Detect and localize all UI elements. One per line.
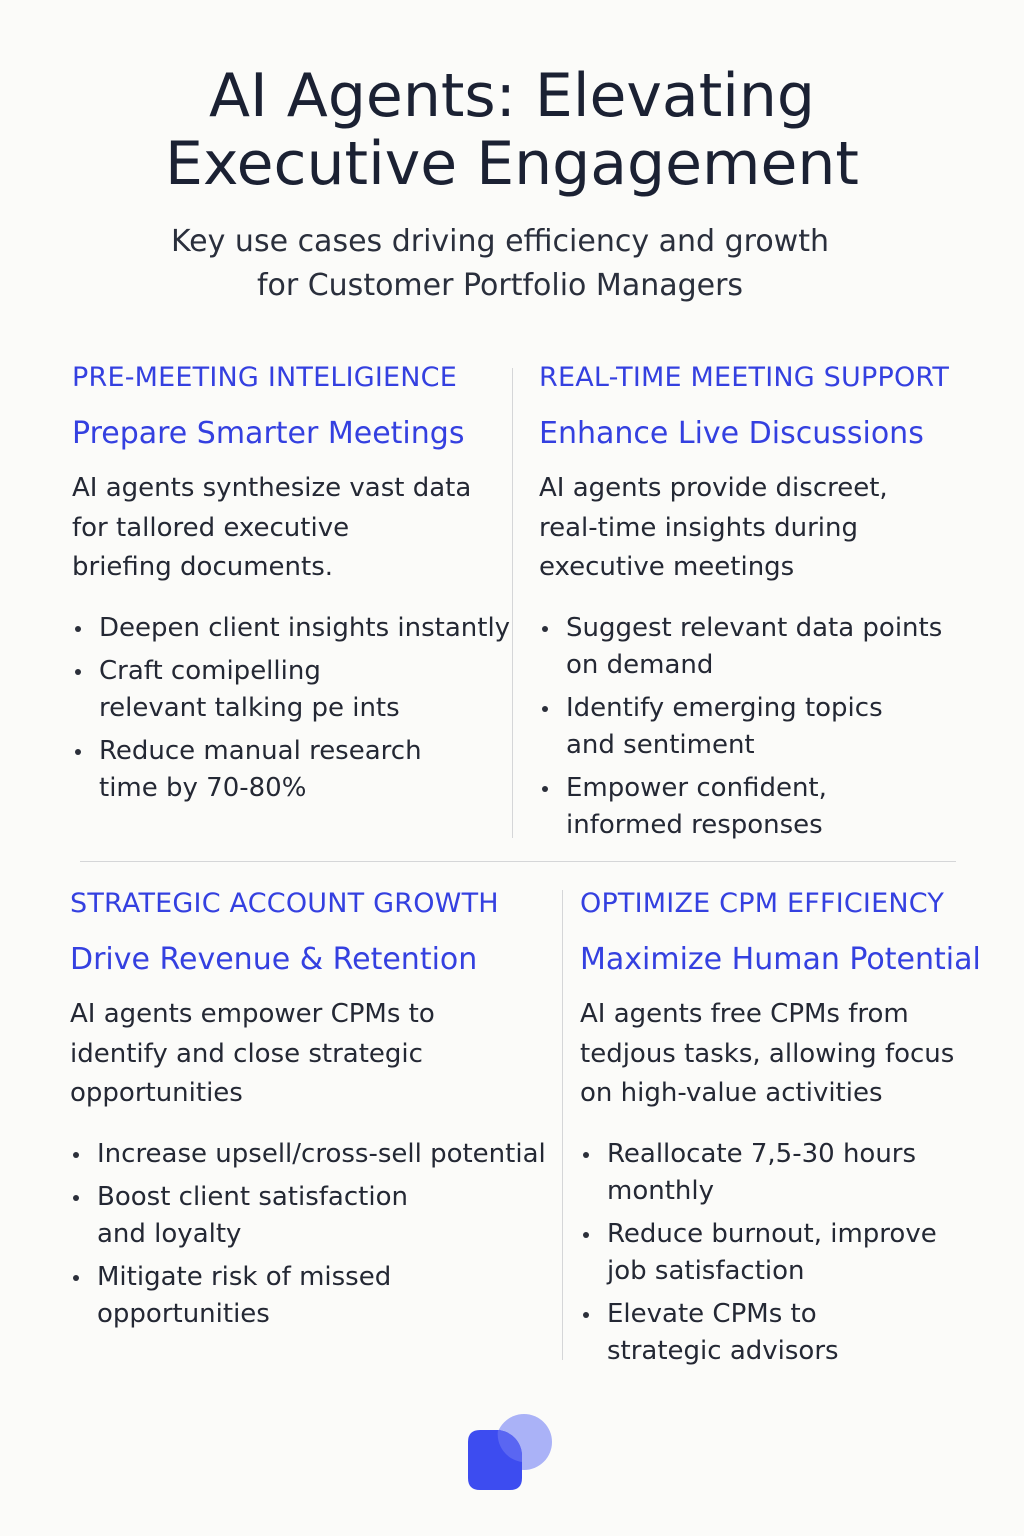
page-title-line-1: AI Agents: Elevating <box>208 61 816 131</box>
section-description <box>539 469 949 588</box>
bullet-item <box>539 690 949 764</box>
bullet-item <box>539 770 949 844</box>
bullet-list <box>580 1136 981 1370</box>
bullet-item <box>70 1179 546 1253</box>
bullet-dot-icon <box>73 1275 79 1281</box>
bullet-line: Deepen client insights instantly <box>99 612 511 643</box>
bottom-column-divider <box>562 890 563 1360</box>
bullet-line: Increase upsell/cross-sell potential <box>97 1138 546 1169</box>
section-heading: Maximize Human Potential <box>580 942 981 977</box>
description-line: AI agents empower CPMs to <box>70 999 435 1029</box>
bullet-line: Reduce burnout, improve <box>607 1218 937 1249</box>
section-heading: Enhance Live Discussions <box>539 416 924 451</box>
overlapping-circles-logo-icon <box>464 1412 556 1504</box>
bullet-line: informed responses <box>566 809 823 840</box>
page-subtitle-line-1: Key use cases driving efficiency and growth <box>171 224 829 259</box>
section-description <box>72 469 510 588</box>
bullet-line: Craft comipelling <box>99 655 321 686</box>
section-real-time-meeting-support <box>539 361 949 850</box>
page-subtitle <box>0 220 1000 308</box>
description-line: AI agents free CPMs from <box>580 999 909 1029</box>
row-divider <box>80 861 956 862</box>
bullet-line: monthly <box>607 1175 714 1206</box>
bullet-dot-icon <box>542 626 548 632</box>
page-subtitle-line-2: for Customer Portfolio Managers <box>256 268 744 303</box>
bullet-item <box>72 653 510 727</box>
description-line: for tallored executive <box>72 512 350 543</box>
bullet-item <box>72 610 510 647</box>
description-line: tedjous tasks, allowing focus <box>580 1038 955 1069</box>
description-line: opportunities <box>70 1078 243 1108</box>
top-column-divider <box>512 368 513 838</box>
bullet-dot-icon <box>73 1195 79 1201</box>
section-eyebrow: OPTIMIZE CPM EFFICIENCY <box>580 888 945 919</box>
description-line: AI agents synthesize vast data <box>72 473 472 503</box>
bullet-line: Empower confident, <box>566 772 827 803</box>
bullet-dot-icon <box>75 669 81 675</box>
bullet-line: strategic advisors <box>607 1335 839 1366</box>
bullet-line: on demand <box>566 649 714 680</box>
description-line: real-time insights during <box>539 512 858 543</box>
bullet-line: and loyalty <box>97 1218 242 1249</box>
section-eyebrow: STRATEGIC ACCOUNT GROWTH <box>70 888 499 919</box>
section-strategic-account-growth <box>70 887 546 1339</box>
bullet-list <box>70 1136 546 1333</box>
description-line: executive meetings <box>539 552 795 582</box>
bullet-dot-icon <box>542 706 548 712</box>
bullet-dot-icon <box>542 786 548 792</box>
bullet-item <box>70 1259 546 1333</box>
bullet-line: Identify emerging topics <box>566 692 883 723</box>
bullet-line: Mitigate risk of missed <box>97 1261 392 1292</box>
bullet-item <box>580 1296 981 1370</box>
bullet-line: time by 70-80% <box>99 772 307 803</box>
bullet-dot-icon <box>583 1232 589 1238</box>
bullet-line: Reduce manual research <box>99 735 422 766</box>
bullet-line: and sentiment <box>566 729 755 760</box>
bullet-line: job satisfaction <box>607 1255 805 1286</box>
bullet-list <box>72 610 510 807</box>
bullet-line: Elevate CPMs to <box>607 1298 817 1329</box>
bullet-item <box>539 610 949 684</box>
bullet-line: opportunities <box>97 1298 270 1329</box>
bullet-line: relevant talking pe ints <box>99 692 400 723</box>
section-pre-meeting-intelligence <box>72 361 510 813</box>
page-title <box>0 62 1024 198</box>
bullet-line: Boost client satisfaction <box>97 1181 408 1212</box>
bullet-item <box>580 1136 981 1210</box>
bullet-dot-icon <box>75 749 81 755</box>
bullet-item <box>70 1136 546 1173</box>
bullet-dot-icon <box>583 1312 589 1318</box>
page-title-line-2: Executive Engagement <box>165 129 859 199</box>
section-heading: Prepare Smarter Meetings <box>72 416 465 451</box>
description-line: identify and close strategic <box>70 1038 423 1069</box>
bullet-dot-icon <box>583 1152 589 1158</box>
section-description <box>70 995 546 1114</box>
section-optimize-cpm-efficiency <box>580 887 981 1376</box>
section-heading: Drive Revenue & Retention <box>70 942 478 977</box>
section-eyebrow: REAL-TIME MEETING SUPPORT <box>539 362 950 393</box>
bullet-dot-icon <box>73 1152 79 1158</box>
bullet-item <box>580 1216 981 1290</box>
bullet-line: Reallocate 7,5-30 hours <box>607 1138 917 1169</box>
description-line: on high-value activities <box>580 1078 883 1108</box>
bullet-list <box>539 610 949 844</box>
bullet-item <box>72 733 510 807</box>
bullet-line: Suggest relevant data points <box>566 612 943 643</box>
description-line: briefing documents. <box>72 552 334 582</box>
section-eyebrow: PRE-MEETING INTELIGIENCE <box>72 362 457 393</box>
bullet-dot-icon <box>75 626 81 632</box>
description-line: AI agents provide discreet, <box>539 473 888 503</box>
section-description <box>580 995 981 1114</box>
